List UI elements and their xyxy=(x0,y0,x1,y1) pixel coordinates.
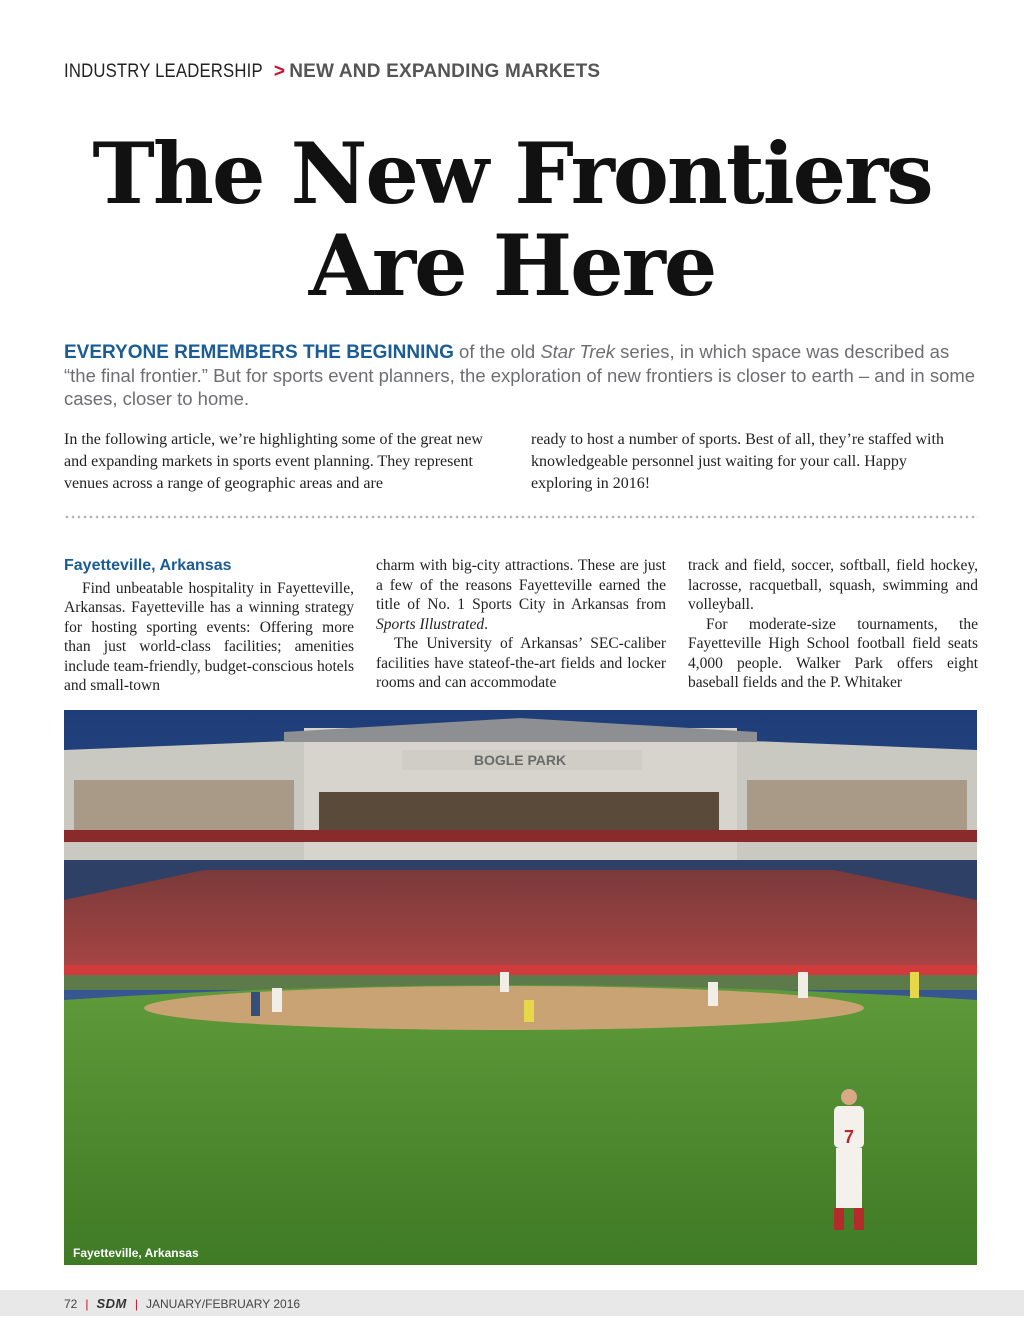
title-line-2: Are Here xyxy=(308,216,716,315)
body-column-3 xyxy=(688,556,978,693)
magazine-logo: SDM xyxy=(96,1296,127,1311)
article-dek xyxy=(64,340,978,410)
stadium-sign: BOGLE PARK xyxy=(473,752,567,768)
intro-right-column: ready to host a number of sports. Best of all, they’re staffed with knowledgeable personnel just waiting for your call. Happy exploring in 2016! xyxy=(531,431,944,492)
body-paragraph xyxy=(376,556,666,634)
dek-lead: EVERYONE REMEMBERS THE BEGINNING xyxy=(64,342,454,363)
jersey-number: 7 xyxy=(843,1127,855,1147)
body-text: charm with big-city attractions. These are just a few of the reasons Fayetteville earned the title of No. 1 Sports City in Arkansas from xyxy=(376,557,666,613)
body-paragraph: For moderate-size tournaments, the Fayetteville High School football field seats 4,000 people. Walker Park offers eight baseball fields and the P. Whitaker xyxy=(688,615,978,691)
issue-date: JANUARY/FEBRUARY 2016 xyxy=(146,1297,301,1311)
body-column-1 xyxy=(64,556,354,696)
kicker-separator: > xyxy=(273,61,286,82)
title-line-1: The New Frontiers xyxy=(92,124,932,223)
page-number: 72 xyxy=(64,1297,78,1311)
intro-left-column: In the following article, we’re highlighting some of the great new and expanding markets in sports event planning. They represent venues across a range of geographic areas and are xyxy=(64,431,483,492)
body-column-2 xyxy=(376,556,666,693)
article-title xyxy=(0,124,1024,315)
stadium-photo xyxy=(64,710,977,1265)
body-text: . xyxy=(484,615,488,633)
body-paragraph: The University of Arkansas’ SEC-caliber facilities have stateof-the-art fields and locker rooms and can accommodate xyxy=(376,635,666,691)
body-paragraph: track and field, soccer, softball, field hockey, lacrosse, racquetball, squash, swimming and volleyball. xyxy=(688,557,978,613)
body-italic: Sports Illustrated xyxy=(376,615,485,633)
dotted-divider xyxy=(64,515,978,519)
footer-divider: | xyxy=(85,1297,89,1311)
dek-italic: Star Trek xyxy=(540,341,616,362)
body-paragraph: Find unbeatable hospitality in Fayetteville, Arkansas. Fayetteville has a winning strategy for hosting sporting events: Offering more than just world-class facilities; amenities include team-friendly, budget-conscious hotels and small-town xyxy=(64,579,354,694)
section-heading: Fayetteville, Arkansas xyxy=(64,557,232,574)
footer-divider: | xyxy=(134,1297,138,1311)
dek-text-2: series, in which space was described as “the final frontier.” But for sports event planners, the exploration of new frontiers is closer to earth – and in some cases, closer to home. xyxy=(64,341,976,409)
subsection-label: NEW AND EXPANDING MARKETS xyxy=(289,61,601,82)
dek-text-1: of the old xyxy=(453,341,541,362)
stadium-illustration xyxy=(64,710,977,1265)
photo-caption: Fayetteville, Arkansas xyxy=(73,1246,199,1260)
section-kicker xyxy=(64,61,600,83)
section-label: INDUSTRY LEADERSHIP xyxy=(64,61,263,82)
page-footer xyxy=(64,1296,300,1311)
